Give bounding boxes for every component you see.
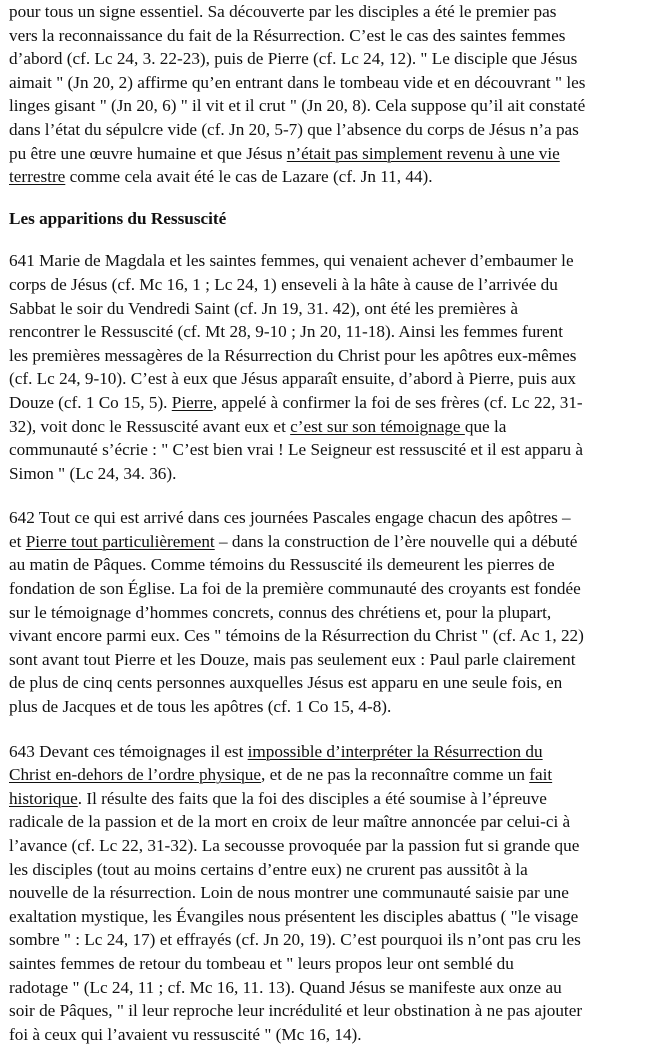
text-line: sombre " : Lc 24, 17) et effrayés (cf. Jn 20, 19). C’est pourquoi ils n’ont pas cru les xyxy=(9,930,581,950)
text-line: Sabbat le soir du Vendredi Saint (cf. Jn 19, 31. 42), ont été les premières à xyxy=(9,298,518,318)
text-segment: Douze (cf. 1 Co 15, 5). xyxy=(9,392,172,412)
text-line: communauté s’écrie : " C’est bien vrai ! Le Seigneur est ressuscité et il est apparu à xyxy=(9,440,584,460)
text-line: d’abord (cf. Lc 24, 3. 22-23), puis de Pierre (cf. Lc 24, 12). " Le disciple que Jésus xyxy=(9,49,578,69)
text-line xyxy=(9,530,647,554)
text-line: fondation de son Église. La foi de la première communauté des croyants est fondée xyxy=(9,579,581,599)
text-line: sur le témoignage d’hommes concrets, connus des chrétiens et, pour la plupart, xyxy=(9,602,552,622)
text-segment: comme cela avait été le cas de Lazare (cf. Jn 11, 44). xyxy=(65,167,433,187)
text-line: soir de Pâques, " il leur reproche leur incrédulité et leur obstination à ne pas ajouter xyxy=(9,1001,583,1021)
text-line xyxy=(9,165,647,189)
text-segment: que la xyxy=(464,416,507,436)
text-segment: pu être une œuvre humaine et que Jésus xyxy=(9,143,287,163)
paragraph-gap xyxy=(9,485,647,506)
underlined-text: fait xyxy=(529,765,553,785)
text-line: saintes femmes de retour du tombeau et " leurs propos leur ont semblé du xyxy=(9,953,514,973)
text-segment: . Il résulte des faits que la foi des disciples a été soumise à l’épreuve xyxy=(77,788,547,808)
text-line: plus de Jacques et de tous les apôtres (cf. 1 Co 15, 4-8). xyxy=(9,697,392,717)
text-segment: , et de ne pas la reconnaître comme un xyxy=(261,765,530,785)
text-line: vers la reconnaissance du fait de la Résurrection. C’est le cas des saintes femmes xyxy=(9,25,566,45)
underlined-text: terrestre xyxy=(9,167,66,187)
document-page xyxy=(9,0,647,1046)
text-segment: 643 Devant ces témoignages il est xyxy=(9,741,248,761)
section-heading: Les apparitions du Ressuscité xyxy=(9,208,227,228)
text-line: corps de Jésus (cf. Mc 16, 1 ; Lc 24, 1) enseveli à la hâte à cause de l’arrivée du xyxy=(9,274,558,294)
text-line: aimait " (Jn 20, 2) affirme qu’en entrant dans le tombeau vide et en découvrant " les xyxy=(9,72,586,92)
text-segment: , appelé à confirmer la foi de ses frères (cf. Lc 22, 31- xyxy=(212,392,583,412)
text-line: les premières messagères de la Résurrection du Christ pour les apôtres eux-mêmes xyxy=(9,345,577,365)
underlined-text: historique xyxy=(9,788,78,808)
text-line: exaltation mystique, les Évangiles nous présentent les disciples abattus ( "le visage xyxy=(9,906,579,926)
underlined-text: Christ en-dehors de l’ordre physique xyxy=(9,765,262,785)
text-line: l’avance (cf. Lc 22, 31-32). La secousse provoquée par la passion fut si grande que xyxy=(9,836,580,855)
underlined-text: impossible d’interpréter la Résurrection du xyxy=(247,741,543,761)
text-line: nouvelle de la résurrection. Loin de nous montrer une communauté saisie par une xyxy=(9,883,569,903)
text-line: dans l’état du sépulcre vide (cf. Jn 20, 5-7) que l’absence du corps de Jésus n’a pas xyxy=(9,119,579,139)
paragraph-642 xyxy=(9,506,647,718)
text-line: sont avant tout Pierre et les Douze, mais pas seulement eux : Paul parle clairement xyxy=(9,649,576,669)
underlined-text: c’est sur son témoignage xyxy=(290,416,465,436)
paragraph-gap xyxy=(9,719,647,740)
text-line: 641 Marie de Magdala et les saintes femmes, qui venaient achever d’embaumer le xyxy=(9,251,574,271)
text-line: (cf. Lc 24, 9-10). C’est à eux que Jésus apparaît ensuite, d’abord à Pierre, puis aux xyxy=(9,369,577,389)
text-line xyxy=(9,763,647,787)
underlined-text: Pierre xyxy=(171,392,213,412)
text-line: linges gisant " (Jn 20, 6) " il vit et il crut " (Jn 20, 8). Cela suppose qu’il ait constaté xyxy=(9,96,586,116)
text-line: radicale de la passion et de la mort en croix de leur maître annoncée par celui-ci à xyxy=(9,812,571,832)
text-line xyxy=(9,787,647,811)
intro-paragraph xyxy=(9,0,647,189)
text-line: foi à ceux qui l’avaient vu ressuscité " (Mc 16, 14). xyxy=(9,1024,362,1044)
text-line: rencontrer le Ressuscité (cf. Mt 28, 9-10 ; Jn 20, 11-18). Ainsi les femmes furent xyxy=(9,322,564,342)
text-line: Simon " (Lc 24, 34. 36). xyxy=(9,463,177,483)
text-line xyxy=(9,415,647,439)
text-line: les disciples (tout au moins certains d’entre eux) ne crurent pas aussitôt à la xyxy=(9,859,528,879)
text-line: 642 Tout ce qui est arrivé dans ces journées Pascales engage chacun des apôtres – xyxy=(9,508,571,528)
paragraph-641 xyxy=(9,249,647,485)
text-line: de plus de cinq cents personnes auxquelles Jésus est apparu en une seule fois, en xyxy=(9,673,563,693)
text-line xyxy=(9,142,647,166)
text-segment: – dans la construction de l’ère nouvelle qui a débuté xyxy=(214,531,578,551)
text-segment: et xyxy=(9,531,26,551)
text-line: vivant encore parmi eux. Ces " témoins de la Résurrection du Christ " (cf. Ac 1, 22) xyxy=(9,626,584,646)
text-line xyxy=(9,391,647,415)
text-line: au matin de Pâques. Comme témoins du Ressuscité ils demeurent les pierres de xyxy=(9,555,555,575)
paragraph-643 xyxy=(9,740,647,1046)
underlined-text: n’était pas simplement revenu à une vie xyxy=(286,143,560,163)
text-line: pour tous un signe essentiel. Sa découverte par les disciples a été le premier pas xyxy=(9,2,557,21)
underlined-text: Pierre tout particulièrement xyxy=(25,531,215,551)
text-line: radotage " (Lc 24, 11 ; cf. Mc 16, 11. 13). Quand Jésus se manifeste aux onze au xyxy=(9,977,562,997)
text-segment: 32), voit donc le Ressuscité avant eux et xyxy=(9,416,291,436)
text-line xyxy=(9,740,647,764)
